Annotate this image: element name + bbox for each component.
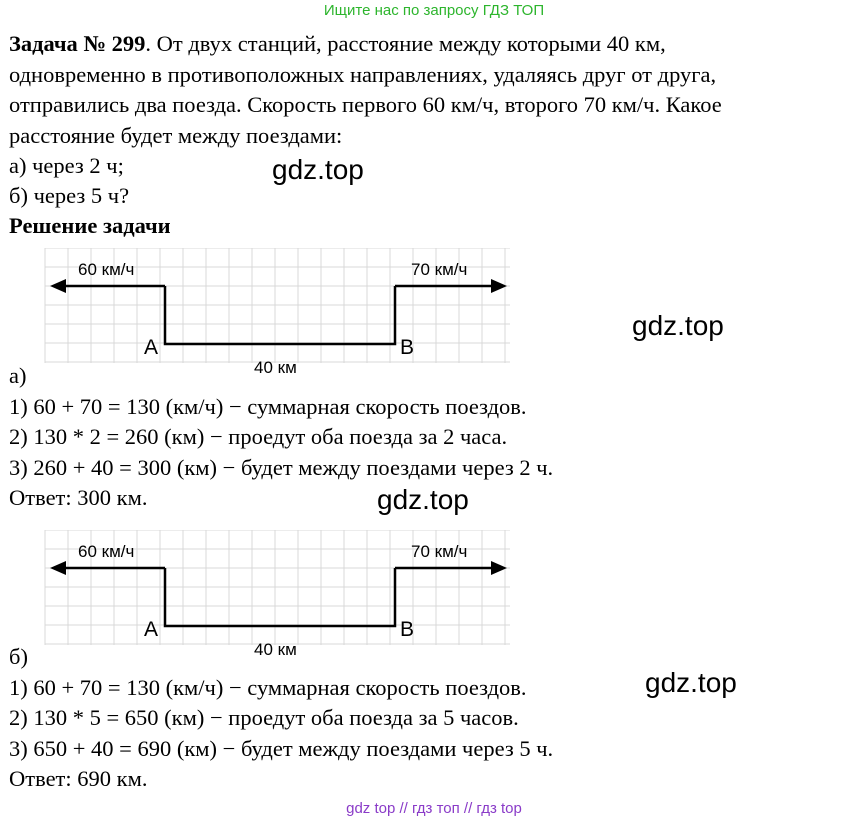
left-speed-label: 60 км/ч — [78, 260, 135, 279]
part-a-step-1: 1) 60 + 70 = 130 (км/ч) − суммарная скорость поездов. — [9, 394, 527, 419]
problem-line-5: а) через 2 ч; — [9, 153, 124, 178]
distance-label: 40 км — [254, 640, 297, 659]
point-a-label: A — [144, 336, 159, 359]
diagram-a — [40, 248, 520, 378]
part-b-answer: Ответ: 690 км. — [9, 766, 148, 791]
watermark: gdz.top — [377, 484, 469, 515]
part-b-step-1: 1) 60 + 70 = 130 (км/ч) − суммарная скорость поездов. — [9, 675, 527, 700]
route-line — [165, 568, 395, 626]
part-a-step-3: 3) 260 + 40 = 300 (км) − будет между поездами через 2 ч. — [9, 455, 554, 480]
problem-line-3: отправились два поезда. Скорость первого 60 км/ч, второго 70 км/ч. Какое — [9, 92, 722, 117]
search-banner: Ищите нас по запросу ГДЗ ТОП — [323, 2, 545, 19]
problem-title: Задача № 299 — [9, 31, 146, 56]
diagram-b-svg — [40, 530, 520, 660]
part-b-step-3: 3) 650 + 40 = 690 (км) − будет между поездами через 5 ч. — [9, 736, 554, 761]
left-arrow-head — [50, 279, 66, 293]
footer-links: gdz top // гдз топ // гдз top — [346, 800, 522, 817]
part-a-marker: а) — [9, 363, 27, 388]
point-b-label: B — [400, 618, 415, 641]
problem-line-2: одновременно в противоположных направлениях, удаляясь друг от друга, — [9, 62, 717, 87]
point-a-label: A — [144, 618, 159, 641]
route-line — [165, 286, 395, 344]
left-speed-label: 60 км/ч — [78, 542, 135, 561]
problem-line-4: расстояние будет между поездами: — [9, 123, 343, 148]
point-b-label: B — [400, 336, 415, 359]
part-b-marker: б) — [9, 644, 28, 669]
part-b-step-2: 2) 130 * 5 = 650 (км) − проедут оба поезда за 5 часов. — [9, 705, 519, 730]
diagram-a-svg — [40, 248, 520, 378]
right-speed-label: 70 км/ч — [411, 260, 468, 279]
solution-heading: Решение задачи — [9, 213, 171, 238]
watermark: gdz.top — [645, 667, 737, 698]
problem-text-1: . От двух станций, расстояние между которыми 40 км, — [145, 31, 666, 56]
problem-line-1 — [9, 30, 666, 58]
left-arrow-head — [50, 561, 66, 575]
watermark: gdz.top — [272, 154, 364, 185]
part-a-step-2: 2) 130 * 2 = 260 (км) − проедут оба поезда за 2 часа. — [9, 424, 508, 449]
problem-line-6: б) через 5 ч? — [9, 183, 130, 208]
part-a-answer: Ответ: 300 км. — [9, 485, 148, 510]
diagram-b — [40, 530, 520, 660]
watermark: gdz.top — [632, 310, 724, 341]
right-speed-label: 70 км/ч — [411, 542, 468, 561]
distance-label: 40 км — [254, 358, 297, 377]
